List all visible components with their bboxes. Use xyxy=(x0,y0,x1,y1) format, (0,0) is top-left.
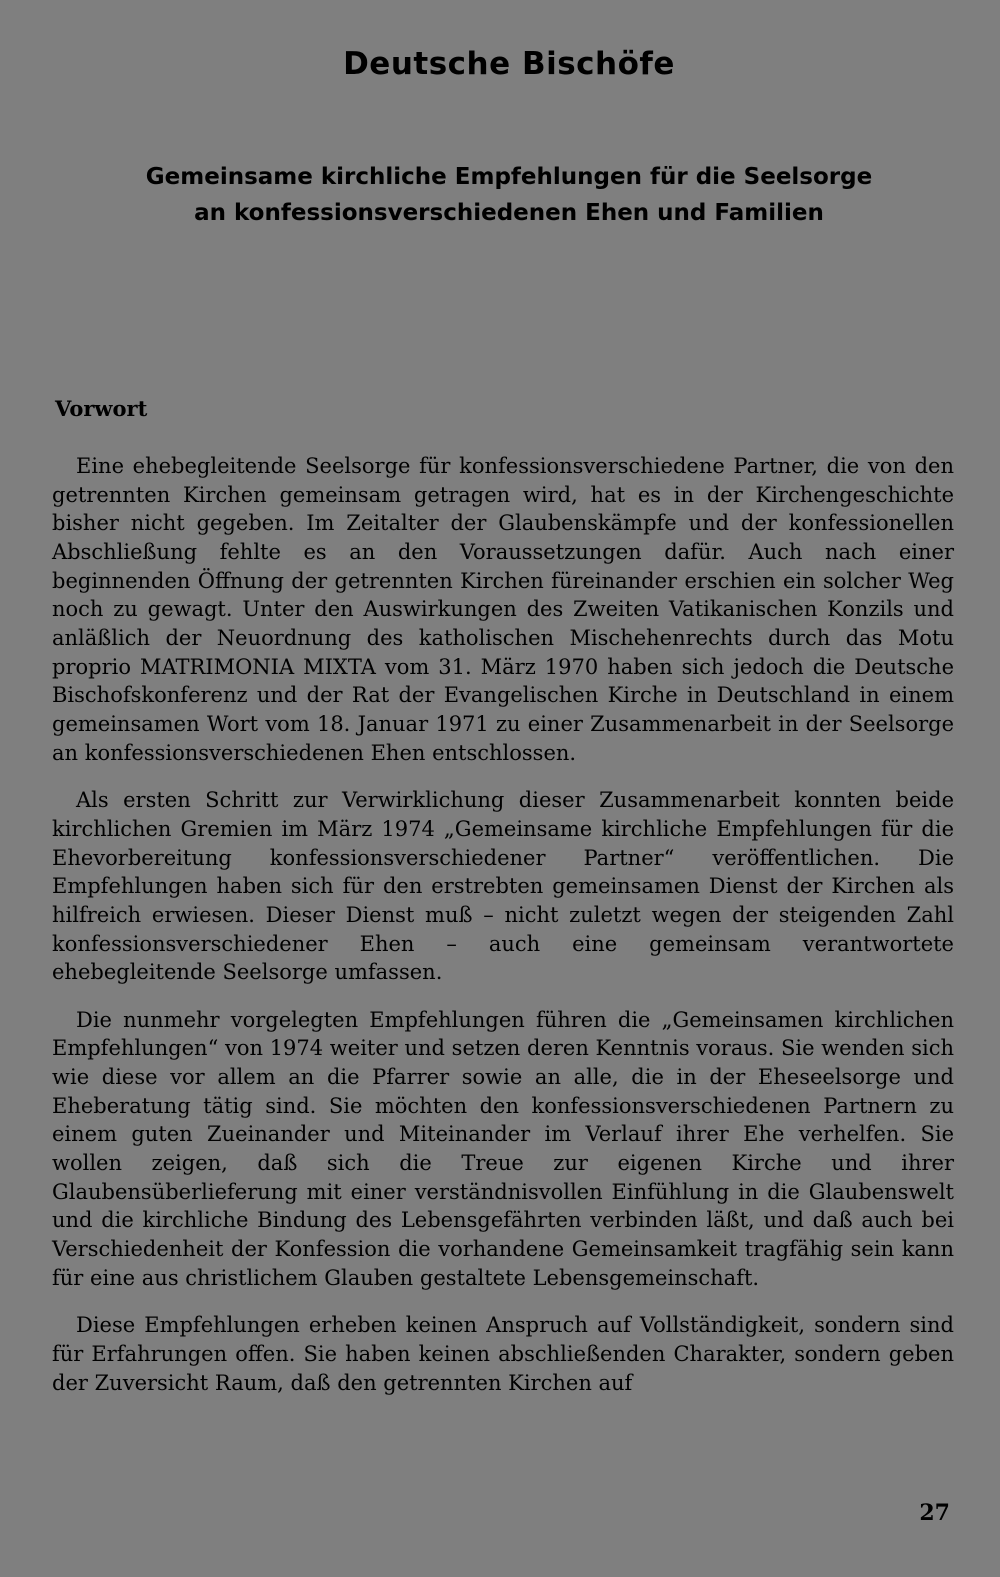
subtitle xyxy=(0,159,1000,231)
paragraph: Als ersten Schritt zur Verwirklichung dieser Zusammenarbeit konnten beide kirchlichen Gremien im März 1974 „Gemeinsame kirchliche Empfehlungen für die Ehevorbereitung konfessionsverschiedener Partner“ veröffentlichen. Die Empfehlungen haben sich für den erstrebten gemeinsamen Dienst der Kirchen als hilfreich erwiesen. Dieser Dienst muß – nicht zuletzt wegen der steigenden Zahl konfessionsverschiedener Ehen – auch eine gemeinsam verantwortete ehebegleitende Seelsorge umfassen. xyxy=(52,788,954,985)
subtitle-line: an konfessionsverschiedenen Ehen und Familien xyxy=(194,200,824,226)
section-heading: Vorwort xyxy=(55,396,148,421)
subtitle-line: Gemeinsame kirchliche Empfehlungen für die Seelsorge xyxy=(145,164,873,190)
body-text xyxy=(52,452,954,1397)
page-number: 27 xyxy=(919,1500,950,1526)
paragraph: Die nunmehr vorgelegten Empfehlungen führen die „Gemeinsamen kirchlichen Empfehlungen“ von 1974 weiter und setzen deren Kenntnis voraus. Sie wenden sich wie diese vor allem an die Pfarrer sowie an alle, die in der Eheseelsorge und Eheberatung tätig sind. Sie möchten den konfessionsverschiedenen Partnern zu einem guten Zueinander und Miteinander im Verlauf ihrer Ehe verhelfen. Sie wollen zeigen, daß sich die Treue zur eigenen Kirche und ihrer Glaubensüberlieferung mit einer verständnisvollen Einfühlung in die Glaubenswelt und die kirchliche Bindung des Lebensgefährten verbinden läßt, und daß auch bei Verschiedenheit der Konfession die vorhandene Gemeinsamkeit tragfähig sein kann für eine aus christlichem Glauben gestaltete Lebensgemeinschaft. xyxy=(52,1007,954,1290)
paragraph: Diese Empfehlungen erheben keinen Anspruch auf Vollständigkeit, sondern sind für Erfahrungen offen. Sie haben keinen abschließenden Charakter, sondern geben der Zuversicht Raum, daß den getrennten Kirchen auf xyxy=(52,1313,954,1395)
paragraph: Eine ehebegleitende Seelsorge für konfessionsverschiedene Partner, die von den getrennten Kirchen gemeinsam getragen wird, hat es in der Kirchengeschichte bisher nicht gegeben. Im Zeitalter der Glaubenskämpfe und der konfessionellen Abschließung fehlte es an den Voraussetzungen dafür. Auch nach einer beginnenden Öffnung der getrennten Kirchen füreinander erschien ein solcher Weg noch zu gewagt. Unter den Auswirkungen des Zweiten Vatikanischen Konzils und anläßlich der Neuordnung des katholischen Mischehenrechts durch das Motu proprio MATRIMONIA MIXTA vom 31. März 1970 haben sich jedoch die Deutsche Bischofskonferenz und der Rat der Evangelischen Kirche in Deutschland in einem gemeinsamen Wort vom 18. Januar 1971 zu einer Zusammenarbeit in der Seelsorge an konfessionsverschiedenen Ehen entschlossen. xyxy=(52,454,954,765)
page-title: Deutsche Bischöfe xyxy=(343,46,675,82)
